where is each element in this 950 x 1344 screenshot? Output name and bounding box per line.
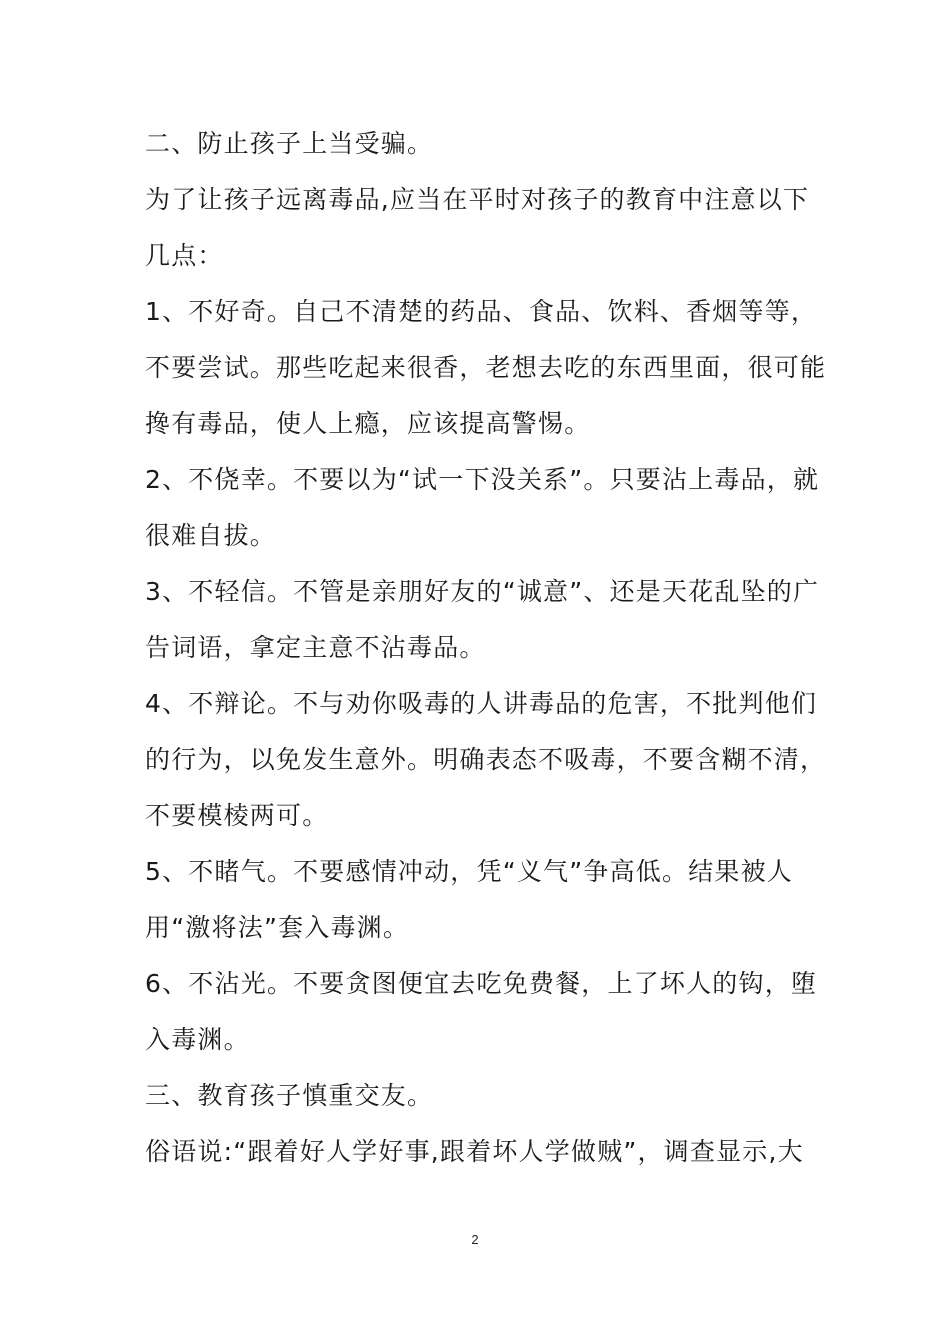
list-item-2-line: 2、不侥幸。不要以为“试一下没关系”。只要沾上毒品，就 <box>145 465 820 494</box>
list-item-6-line: 6、不沾光。不要贪图便宜去吃免费餐，上了坏人的钩，堕 <box>145 969 818 998</box>
list-item-4-line: 不要模棱两可。 <box>145 801 329 830</box>
paragraph-line: 为了让孩子远离毒品,应当在平时对孩子的教育中注意以下 <box>145 185 810 214</box>
list-item-1-line: 不要尝试。那些吃起来很香，老想去吃的东西里面，很可能 <box>145 353 827 382</box>
paragraph-line: 俗语说:“跟着好人学好事,跟着坏人学做贼”，调查显示,大 <box>145 1137 804 1166</box>
section-heading-careful-friends: 三、教育孩子慎重交友。 <box>145 1081 434 1110</box>
list-item-1-line: 1、不好奇。自己不清楚的药品、食品、饮料、香烟等等， <box>145 297 818 326</box>
list-item-4-line: 的行为，以免发生意外。明确表态不吸毒，不要含糊不清， <box>145 745 827 774</box>
list-item-4-line: 4、不辩论。不与劝你吸毒的人讲毒品的危害，不批判他们 <box>145 689 818 718</box>
list-item-3-line: 3、不轻信。不管是亲朋好友的“诚意”、还是天花乱坠的广 <box>145 577 820 606</box>
paragraph-line: 几点： <box>145 241 224 270</box>
list-item-5-line: 5、不睹气。不要感情冲动，凭“义气”争高低。结果被人 <box>145 857 794 886</box>
list-item-5-line: 用“激将法”套入毒渊。 <box>145 913 410 942</box>
list-item-3-line: 告词语，拿定主意不沾毒品。 <box>145 633 486 662</box>
section-heading-prevent-deception: 二、防止孩子上当受骗。 <box>145 129 434 158</box>
page-number: 2 <box>471 1232 479 1247</box>
list-item-1-line: 搀有毒品，使人上瘾，应该提高警惕。 <box>145 409 591 438</box>
list-item-6-line: 入毒渊。 <box>145 1025 250 1054</box>
list-item-2-line: 很难自拔。 <box>145 521 277 550</box>
